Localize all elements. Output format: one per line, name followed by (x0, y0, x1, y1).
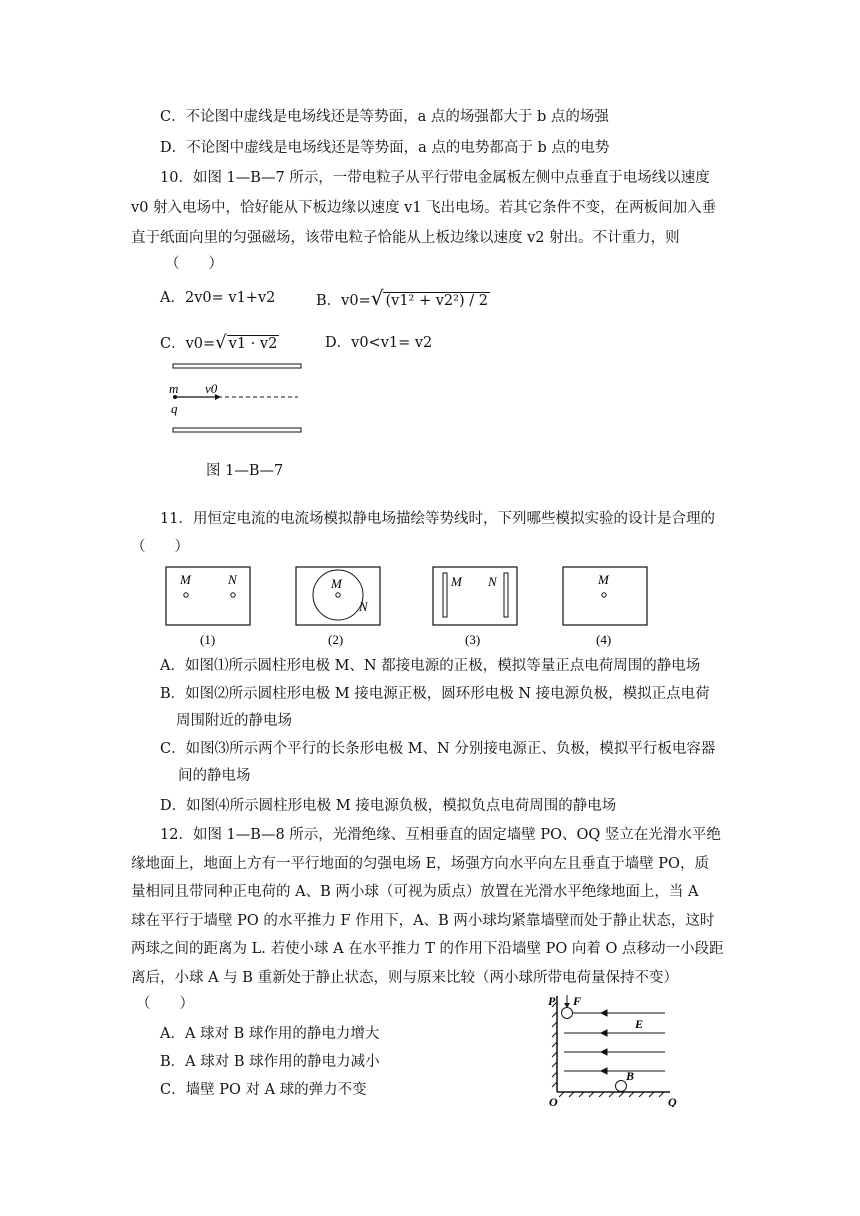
q10-answer-bracket: （ ） (165, 256, 223, 272)
electrode-n-label: N (359, 599, 368, 614)
q11-option-b-line2: 周围附近的静电场 (176, 713, 292, 729)
panel-label: (4) (596, 632, 612, 647)
electric-field-lines (564, 1010, 665, 1074)
q12-stem-line1: 12．如图 1—B—8 所示，光滑绝缘、互相垂直的固定墙壁 PO、OQ 竖立在光滑水平绝 (160, 827, 721, 843)
q12-stem-line5: 两球之间的距离为 L. 若使小球 A 在水平推力 T 的作用下沿墙壁 PO 向着 O 点移动一小段距 (131, 941, 724, 957)
charge-label: q (171, 401, 178, 416)
q11-option-c-line2: 间的静电场 (178, 768, 251, 784)
q10-option-a: A．2v0= v1+v2 (160, 290, 276, 306)
electrode-m (336, 593, 340, 597)
electrode-m-label: M (598, 572, 609, 587)
electrode-panel-3 (433, 567, 517, 647)
electrode-m (184, 593, 188, 597)
q10-stem-line1: 10．如图 1—B—7 所示，一带电粒子从平行带电金属板左侧中点垂直于电场线以速度 (160, 170, 710, 186)
panel-label: (2) (328, 632, 344, 647)
q10-option-b-radicand: (v1² + v2²) / 2 (385, 293, 488, 309)
radical-sign-icon: √ (370, 286, 384, 310)
upper-plate (173, 364, 301, 368)
q11-answer-bracket: （ ） (131, 539, 189, 555)
figure-1-b-7-caption: 图 1—B—7 (206, 463, 284, 479)
panel-label: (1) (200, 632, 216, 647)
q10-option-c (160, 333, 279, 354)
q10-stem-line3: 直于纸面向里的匀强磁场，该带电粒子恰能从上板边缘以速度 v2 射出。不计重力，则 (131, 230, 680, 246)
q9-option-c: C．不论图中虚线是电场线还是等势面，a 点的场强都大于 b 点的场强 (160, 109, 609, 125)
q9-option-d: D．不论图中虚线是电场线还是等势面，a 点的电势都高于 b 点的电势 (160, 140, 610, 156)
panel-label: (3) (465, 632, 481, 647)
point-o-label: O (549, 1095, 558, 1107)
q11-option-b-line1: B．如图⑵所示圆柱形电极 M 接电源正极，圆环形电极 N 接电源负极，模拟正点电荷 (160, 686, 710, 702)
q12-option-a: A．A 球对 B 球作用的静电力增大 (160, 1026, 380, 1042)
q12-stem-line2: 缘地面上，地面上方有一平行地面的匀强电场 E，场强方向水平向左且垂直于墙壁 PO，质 (131, 856, 709, 872)
figure-1-b-7 (160, 358, 320, 443)
electrode-panel-4 (563, 567, 647, 647)
q10-option-b (316, 288, 490, 311)
electrode-n-label: N (228, 572, 237, 587)
field-e-label: E (635, 1017, 644, 1031)
electrode-n (231, 593, 235, 597)
electrode-m-label: M (180, 572, 191, 587)
ball-b-label: B (626, 1069, 635, 1083)
electrode-panel-2 (296, 567, 380, 647)
strip-electrode-n (504, 573, 508, 617)
point-q-label: Q (668, 1095, 677, 1107)
force-f-label: F (573, 994, 582, 1008)
q10-option-c-radicand: v1 · v2 (228, 336, 278, 352)
electrode-n-label: N (488, 574, 497, 589)
q12-option-b: B．A 球对 B 球作用的静电力减小 (160, 1054, 380, 1070)
velocity-label: v0 (205, 381, 218, 396)
ball-b (616, 1081, 627, 1092)
q10-option-b-prefix: B．v0= (316, 293, 371, 309)
q11-stem-line1: 11．用恒定电流的电流场模拟静电场描绘等势线时，下列哪些模拟实验的设计是合理的 (160, 511, 715, 527)
q12-answer-bracket: （ ） (136, 996, 194, 1012)
q11-option-d: D．如图⑷所示圆柱形电极 M 接电源负极，模拟负点电荷周围的静电场 (160, 798, 617, 814)
figure-1-b-8 (540, 992, 690, 1107)
q12-option-c: C．墙壁 PO 对 A 球的弹力不变 (160, 1082, 367, 1098)
electrode-m-label: M (451, 574, 462, 589)
lower-plate (173, 428, 301, 432)
mass-label: m (169, 381, 179, 396)
q12-stem-line3: 量相同且带同种正电荷的 A、B 两小球（可视为质点）放置在光滑水平绝缘地面上，当 A (131, 884, 699, 900)
q10-option-d: D．v0<v1= v2 (325, 335, 433, 351)
strip-electrode-m (443, 573, 447, 617)
q11-option-c-line1: C．如图⑶所示两个平行的长条形电极 M、N 分别接电源正、负极，模拟平行板电容器 (160, 741, 716, 757)
q10-stem-line2: v0 射入电场中，恰好能从下板边缘以速度 v1 飞出电场。若其它条件不变，在两板间加入垂 (131, 200, 717, 216)
electrode-panel-1 (166, 567, 250, 647)
figure-q11-electrodes (160, 562, 660, 652)
q12-stem-line6: 离后，小球 A 与 B 重新处于静止状态，则与原来比较（两小球所带电荷量保持不变） (131, 970, 679, 986)
electrode-m (602, 593, 606, 597)
electrode-m-label: M (331, 576, 342, 591)
q11-option-a: A．如图⑴所示圆柱形电极 M、N 都接电源的正极，模拟等量正点电荷周围的静电场 (160, 658, 701, 674)
ball-a (562, 1008, 573, 1019)
point-p-label: P (548, 994, 556, 1008)
q12-stem-line4: 球在平行于墙壁 PO 的水平推力 F 作用下，A、B 两小球均紧靠墙壁而处于静止状态，这时 (131, 913, 715, 929)
radical-sign-icon: √ (215, 332, 227, 353)
q10-option-c-prefix: C．v0= (160, 336, 216, 352)
